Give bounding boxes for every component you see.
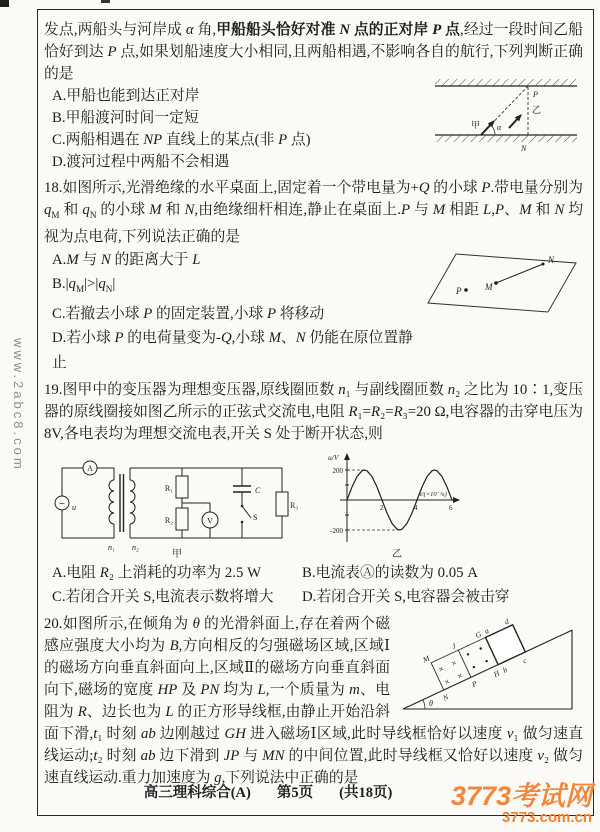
- scan-artifact: [0, 0, 9, 7]
- question-17-option-b: B.甲船渡河时间一定短: [52, 110, 199, 126]
- footer-paper-title: 高三理科综合(A): [143, 785, 251, 801]
- label-ammeter: A: [87, 464, 93, 474]
- label-switch: S: [253, 513, 258, 523]
- label-capacitor: C: [255, 486, 261, 496]
- label-b: b: [501, 665, 509, 676]
- label-n1: n₁: [108, 543, 115, 553]
- label-r1: R₁: [164, 484, 173, 494]
- tick-6: 6: [449, 504, 453, 513]
- question-19: [44, 379, 583, 609]
- label-j: J: [450, 641, 458, 652]
- label-d: d: [503, 617, 511, 627]
- field-cross-symbol: ×: [436, 663, 446, 676]
- question-18-option-b: $B.|q_M|>|q_N|$: [52, 276, 116, 295]
- label-g: G: [474, 629, 483, 641]
- question-17-stem: 发点,两船头与河岸成 α 角,甲船船头恰好对准 N 点的正对岸 P 点,经过一段时间乙船恰好到达 P 点,如果划船速度大小相同,且两船相遇,不影响各自的航行,下列判断正确的是: [44, 22, 584, 82]
- question-19-option-d: D.若闭合开关 S,电容器会被击穿: [302, 589, 510, 606]
- field-cross-symbol: ×: [442, 676, 452, 688]
- question-17-option-c: C.两船相遇在 NP 直线上的某点(非 P 点): [52, 132, 311, 148]
- question-18: [44, 177, 583, 375]
- tick-4: 4: [414, 504, 418, 513]
- figure-incline-magnetic-field: [398, 613, 583, 713]
- question-17: [44, 19, 583, 173]
- label-angle-alpha: α: [497, 123, 502, 132]
- label-ball-n: N: [548, 254, 555, 265]
- scan-artifact: [101, 0, 110, 3]
- label-point-p: P: [533, 90, 538, 99]
- figure-caption-jia: 甲: [172, 549, 182, 559]
- question-17-option-a: A.甲船也能到达正对岸: [52, 88, 200, 104]
- question-19-option-a: A.电阻 R₂ 上消耗的功率为 2.5 W: [52, 565, 262, 582]
- label-a: a: [483, 626, 491, 637]
- label-r3: R₃: [290, 501, 299, 511]
- question-19-option-c: C.若闭合开关 S,电流表示数将增大: [52, 589, 274, 606]
- question-18-option-a: A.M 与 N 的距离大于 L: [52, 251, 201, 268]
- label-n: N: [441, 692, 450, 703]
- label-source-u: u: [72, 503, 76, 513]
- footer-page-number: 第5页: [276, 785, 314, 801]
- label-ball-p: P: [456, 285, 462, 296]
- label-point-n: N: [521, 144, 527, 153]
- label-r2: R₂: [164, 516, 173, 526]
- figure-caption-yi: 乙: [392, 549, 402, 559]
- label-y-axis: u/V: [328, 453, 339, 463]
- label-p: P: [470, 679, 479, 690]
- question-20-stem-text: 20.如图所示,在倾角为 θ 的光滑斜面上,存在着两个磁感应强度大小均为 B,方向相反的匀强磁场区域,区域Ⅰ的磁场方向垂直斜面向上,区域Ⅱ的磁场方向垂直斜面向下,磁场的宽度 HP 及 PN 均为 L,一个质量为 m、电阻为 R、边长也为 L 的正方形导线框,由静止开始沿斜面下滑,t₁ 时刻 ab 边刚越过 GH 进入磁场Ⅰ区域,此时导线框恰好以速度 v₁ 做匀速直线运动;t₂ 时刻 ab 边下滑到 JP 与 MN 的中间位置,此时导线框又恰好以速度 v₂ 做匀速直线运动.重力加速度为 g,下列说法中正确的是: [44, 616, 583, 787]
- side-watermark: www.2abc8.com: [11, 338, 26, 472]
- tick-2: 2: [380, 504, 384, 513]
- page-border-frame: [37, 9, 594, 816]
- figure-river-crossing: [431, 71, 581, 159]
- label-ball-m: M: [485, 281, 493, 292]
- question-18-option-d: D.若小球 P 的电荷量变为-Q,小球 M、N 仍能在原位置静止: [52, 330, 413, 371]
- label-boat-jia: 甲: [471, 120, 481, 130]
- label-x-axis: t/(×10⁻²s): [420, 491, 447, 499]
- figure-transformer-circuit: [52, 450, 302, 558]
- watermark-3773: [451, 782, 592, 826]
- figure-sine-voltage-graph: [322, 450, 462, 558]
- question-20: [44, 613, 583, 789]
- question-18-option-c: C.若撤去小球 P 的固定装置,小球 P 将移动: [52, 305, 325, 322]
- question-19-option-b: B.电流表Ⓐ的读数为 0.05 A: [302, 565, 478, 582]
- question-19-stem: 19.图甲中的变压器为理想变压器,原线圈匝数 n₁ 与副线圈匝数 n₂ 之比为 10∶1,变压器的原线圈接如图乙所示的正弦式交流电,电阻 R₁=R₂=R₃=20 Ω,电容器的击穿电压为 8V,各电表均为理想交流电表,开关 S 处于断开状态,则: [44, 382, 583, 443]
- field-cross-symbol: ×: [455, 670, 465, 682]
- field-cross-symbol: ×: [449, 657, 459, 670]
- label-h: H: [492, 668, 501, 680]
- label-m: M: [421, 654, 431, 665]
- label-c: c: [521, 656, 529, 666]
- watermark-site-name: 3773考试网: [450, 780, 592, 811]
- figure-charged-balls: [426, 250, 581, 316]
- label-theta: θ: [429, 699, 433, 709]
- question-18-stem: 18.如图所示,光滑绝缘的水平桌面上,固定着一个带电量为+Q 的小球 P.带电量分别为 $q_M$ 和 $q_N$ 的小球 M 和 N,由绝缘细杆相连,静止在桌面上.P 与 M 相距 L,P、M 和 N 均视为点电荷,下列说法正确的是: [44, 180, 584, 245]
- ac-source-symbol: ∼: [58, 499, 66, 509]
- label-n2: n₂: [132, 543, 139, 553]
- tick-200: 200: [332, 467, 343, 476]
- watermark-site-url: 3773.com.cn: [501, 809, 592, 827]
- label-boat-yi: 乙: [532, 105, 542, 115]
- question-20-stem: [44, 613, 583, 789]
- footer-total-pages: (共18页): [339, 785, 393, 801]
- label-voltmeter: V: [207, 516, 213, 526]
- question-17-option-d: D.渡河过程中两船不会相遇: [52, 154, 230, 170]
- tick-neg-200: -200: [330, 527, 343, 536]
